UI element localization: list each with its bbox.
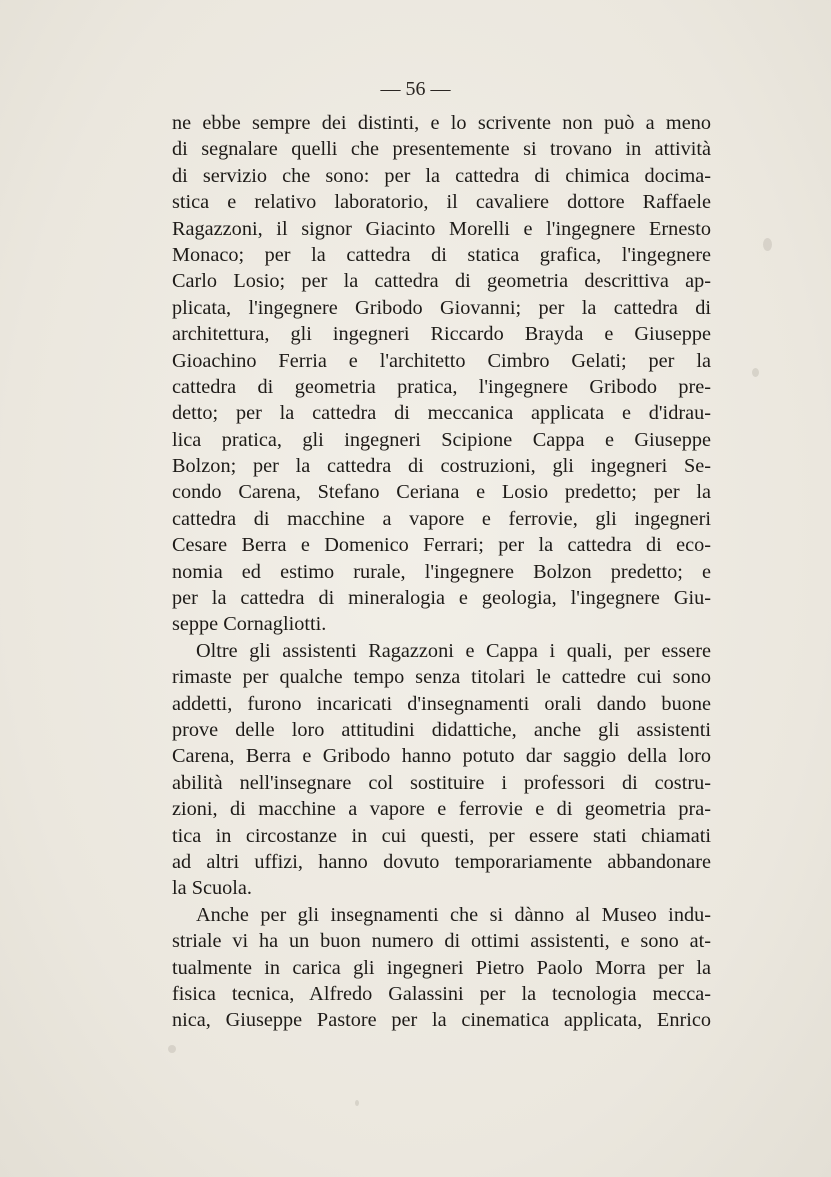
text-line: abilità nell'insegnare col sostituire i professori di costru- [172,771,711,794]
text-line: rimaste per qualche tempo senza titolari le cattedre cui sono [172,666,711,689]
text-line: nica, Giuseppe Pastore per la cinematica applicata, Enrico [172,1009,711,1032]
text-line: stica e relativo laboratorio, il cavaliere dottore Raffaele [172,191,711,214]
paragraph-1 [172,110,711,638]
text-line: striale vi ha un buon numero di ottimi assistenti, e sono at- [172,930,711,953]
text-line: di servizio che sono: per la cattedra di chimica docima- [172,164,711,187]
text-line: architettura, gli ingegneri Riccardo Brayda e Giuseppe [172,323,711,346]
page-number: — 56 — [380,78,451,100]
text-line: detto; per la cattedra di meccanica applicata e d'idrau- [172,402,711,425]
text-line: Bolzon; per la cattedra di costruzioni, gli ingegneri Se- [172,455,711,478]
text-line: per la cattedra di mineralogia e geologia, l'ingegnere Giu- [172,587,711,610]
text-line: Monaco; per la cattedra di statica grafica, l'ingegnere [172,243,711,266]
text-line: addetti, furono incaricati d'insegnamenti orali dando buone [172,692,711,715]
paper-speck [168,1045,176,1053]
text-line: Ragazzoni, il signor Giacinto Morelli e l'ingegnere Ernesto [172,217,711,240]
text-line: tualmente in carica gli ingegneri Pietro Paolo Morra per la [172,956,711,979]
text-line: di segnalare quelli che presentemente si trovano in attività [172,138,711,161]
body-text [172,110,711,1034]
text-line: cattedra di geometria pratica, l'ingegnere Gribodo pre- [172,375,711,398]
text-line: la Scuola. [172,877,252,900]
paragraph-2 [172,638,711,902]
text-line: Oltre gli assistenti Ragazzoni e Cappa i quali, per essere [196,639,711,662]
text-line: tica in circostanze in cui questi, per essere stati chiamati [172,824,711,847]
paper-speck [763,238,772,251]
text-line: Carena, Berra e Gribodo hanno potuto dar saggio della loro [172,745,711,768]
text-line: condo Carena, Stefano Ceriana e Losio predetto; per la [172,481,711,504]
text-line: lica pratica, gli ingegneri Scipione Cappa e Giuseppe [172,428,711,451]
text-line: plicata, l'ingegnere Gribodo Giovanni; per la cattedra di [172,296,711,319]
text-line: Cesare Berra e Domenico Ferrari; per la cattedra di eco- [172,534,711,557]
text-line: ad altri uffizi, hanno dovuto temporariamente abbandonare [172,850,711,873]
text-line: fisica tecnica, Alfredo Galassini per la tecnologia mecca- [172,982,711,1005]
text-line: ne ebbe sempre dei distinti, e lo scrivente non può a meno [172,112,711,134]
text-line: nomia ed estimo rurale, l'ingegnere Bolzon predetto; e [172,560,711,583]
text-line: cattedra di macchine a vapore e ferrovie, gli ingegneri [172,507,711,530]
paper-speck [355,1100,359,1106]
paragraph-3 [172,902,711,1034]
text-line: seppe Cornagliotti. [172,613,327,636]
text-line: zioni, di macchine a vapore e ferrovie e di geometria pra- [172,798,711,821]
text-line: Anche per gli insegnamenti che si dànno al Museo indu- [196,903,711,926]
text-line: Gioachino Ferria e l'architetto Cimbro Gelati; per la [172,349,711,372]
text-line: Carlo Losio; per la cattedra di geometria descrittiva ap- [172,270,711,293]
text-line: prove delle loro attitudini didattiche, anche gli assistenti [172,718,711,741]
paper-speck [752,368,759,377]
